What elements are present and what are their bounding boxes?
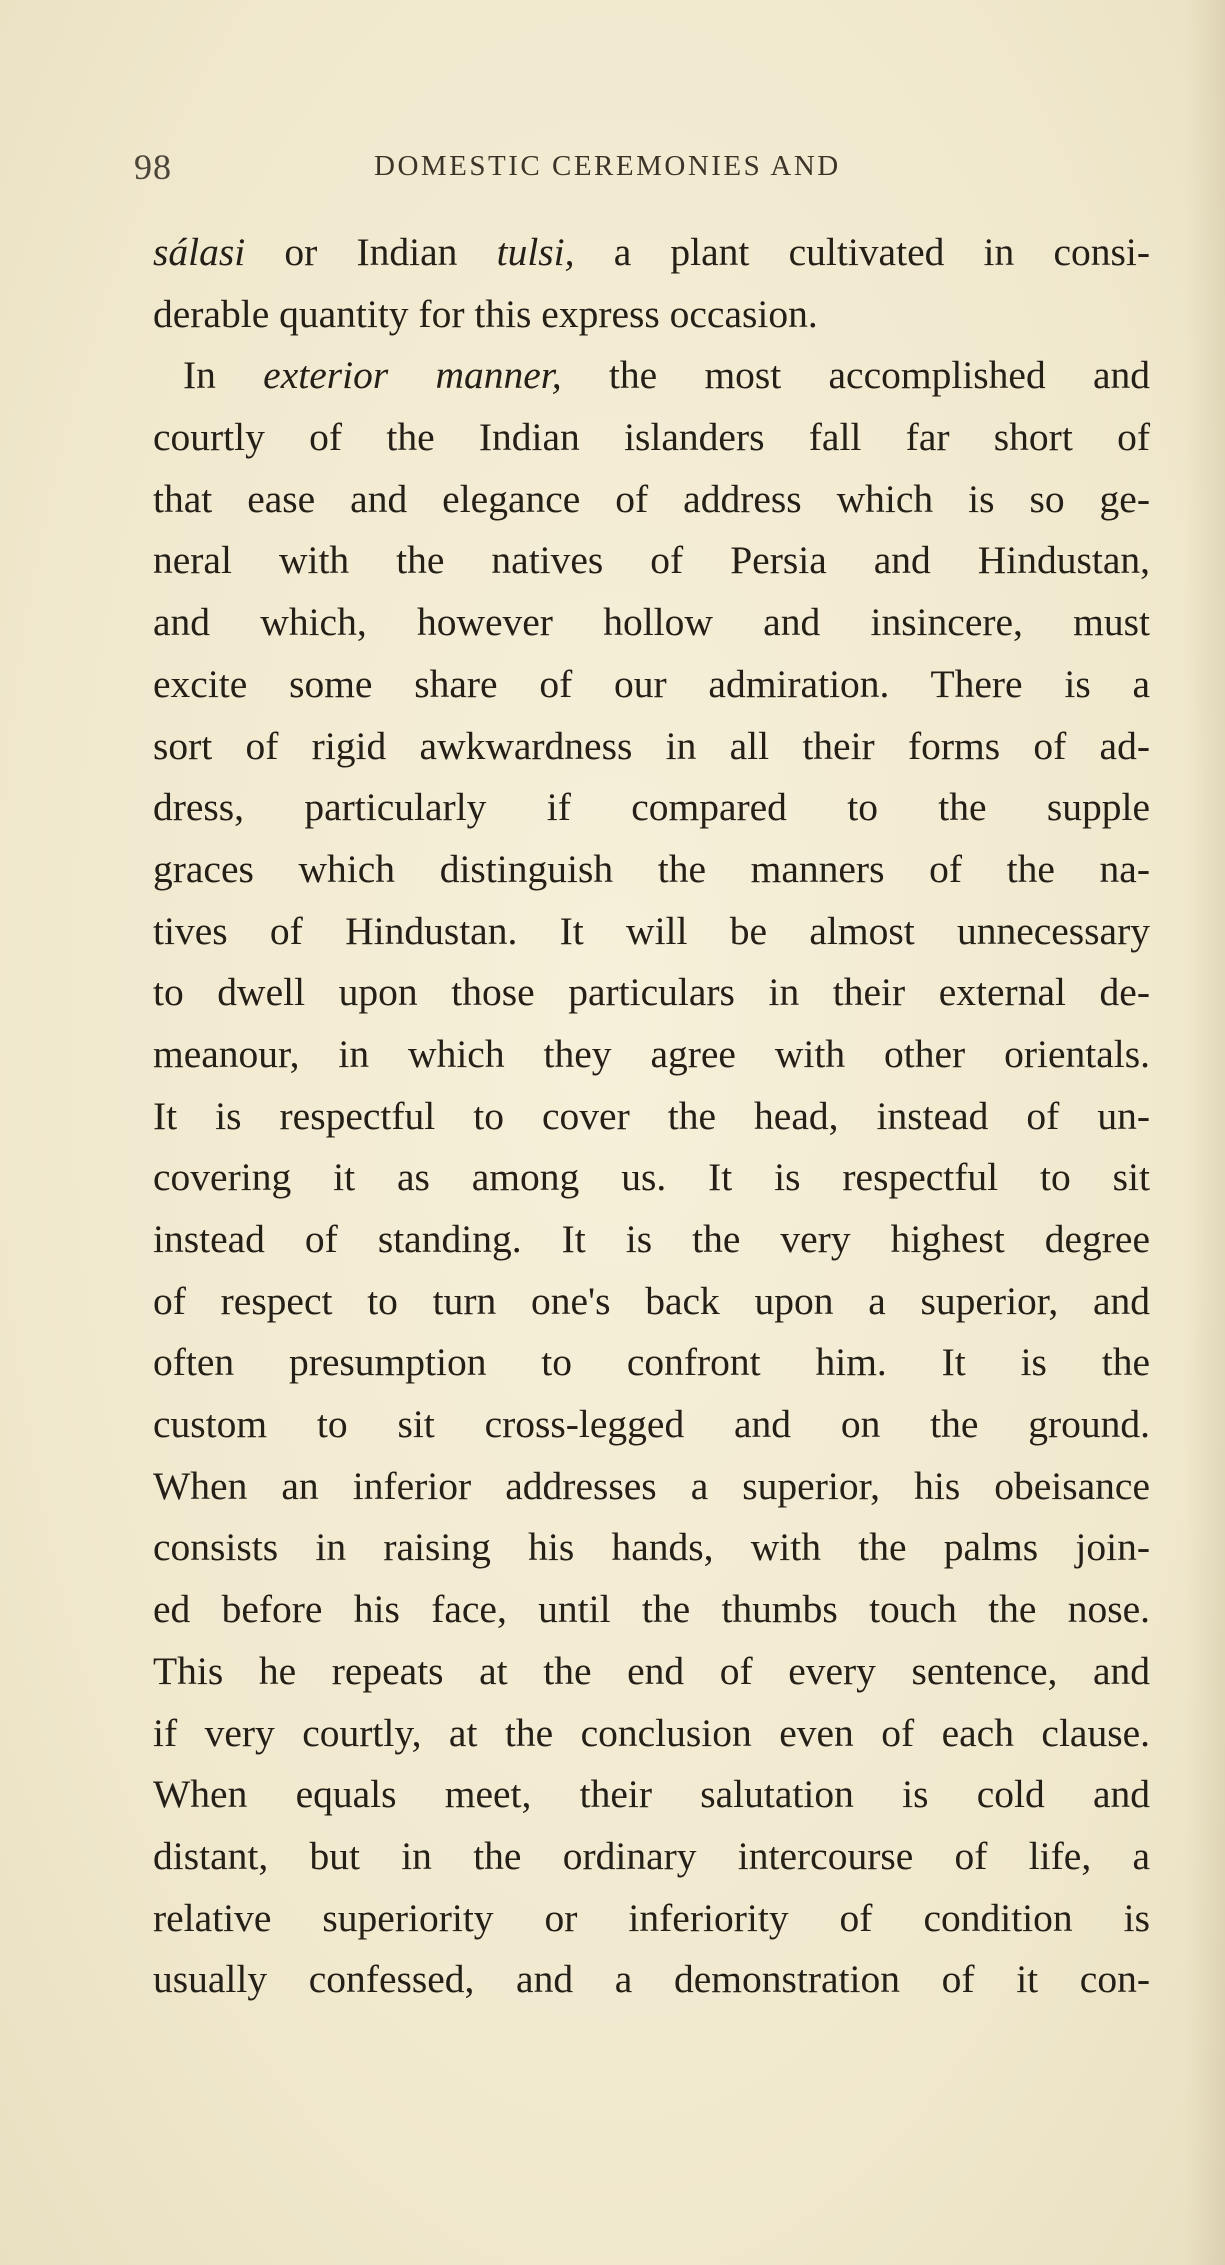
text-line: When an inferior addresses a superior, his obeisance: [153, 1463, 1150, 1508]
body-text: [153, 222, 1150, 2011]
paragraph-start-line: In exterior manner, the most accomplished and: [183, 353, 1150, 398]
text-line: often presumption to confront him. It is the: [153, 1340, 1150, 1385]
running-head: DOMESTIC CEREMONIES AND: [374, 150, 841, 182]
page-header: [134, 146, 1094, 194]
text-line: that ease and elegance of address which is so ge-: [153, 476, 1150, 521]
text-line: This he repeats at the end of every sentence, and: [153, 1648, 1150, 1693]
text-line: instead of standing. It is the very highest degree: [153, 1217, 1150, 1261]
text-line: courtly of the Indian islanders fall far short of: [153, 415, 1150, 460]
text-line: relative superiority or inferiority of condition is: [153, 1895, 1150, 1940]
text-line: if very courtly, at the conclusion even of each clause.: [153, 1710, 1150, 1755]
text-line: sálasi or Indian tulsi, a plant cultivated in consi-: [153, 230, 1150, 274]
text-line: When equals meet, their salutation is cold and: [153, 1772, 1150, 1817]
page-number: 98: [134, 147, 172, 187]
page-edge-shadow: [1185, 0, 1225, 2265]
text-line: and which, however hollow and insincere, must: [153, 600, 1150, 645]
text-line: covering it as among us. It is respectful to sit: [153, 1155, 1150, 1200]
text-line: distant, but in the ordinary intercourse of life, a: [153, 1833, 1150, 1878]
text-line: neral with the natives of Persia and Hindustan,: [153, 538, 1150, 583]
text-line: graces which distinguish the manners of the na-: [153, 846, 1150, 891]
text-line: sort of rigid awkwardness in all their forms of ad-: [153, 723, 1150, 768]
text-line: excite some share of our admiration. There is a: [153, 661, 1150, 706]
text-line: consists in raising his hands, with the palms join-: [153, 1525, 1150, 1570]
text-line: ed before his face, until the thumbs touch the nose.: [153, 1587, 1150, 1632]
text-line: of respect to turn one's back upon a superior, and: [153, 1278, 1150, 1323]
text-line: usually confessed, and a demonstration of it con-: [153, 1957, 1150, 2002]
text-line: tives of Hindustan. It will be almost unnecessary: [153, 908, 1150, 953]
text-line: derable quantity for this express occasion.: [153, 291, 818, 336]
text-line: custom to sit cross-legged and on the ground.: [153, 1402, 1150, 1447]
text-line: meanour, in which they agree with other orientals.: [153, 1031, 1150, 1076]
text-line: It is respectful to cover the head, instead of un-: [153, 1093, 1150, 1138]
text-line: to dwell upon those particulars in their external de-: [153, 970, 1150, 1015]
text-line: dress, particularly if compared to the supple: [153, 785, 1150, 830]
